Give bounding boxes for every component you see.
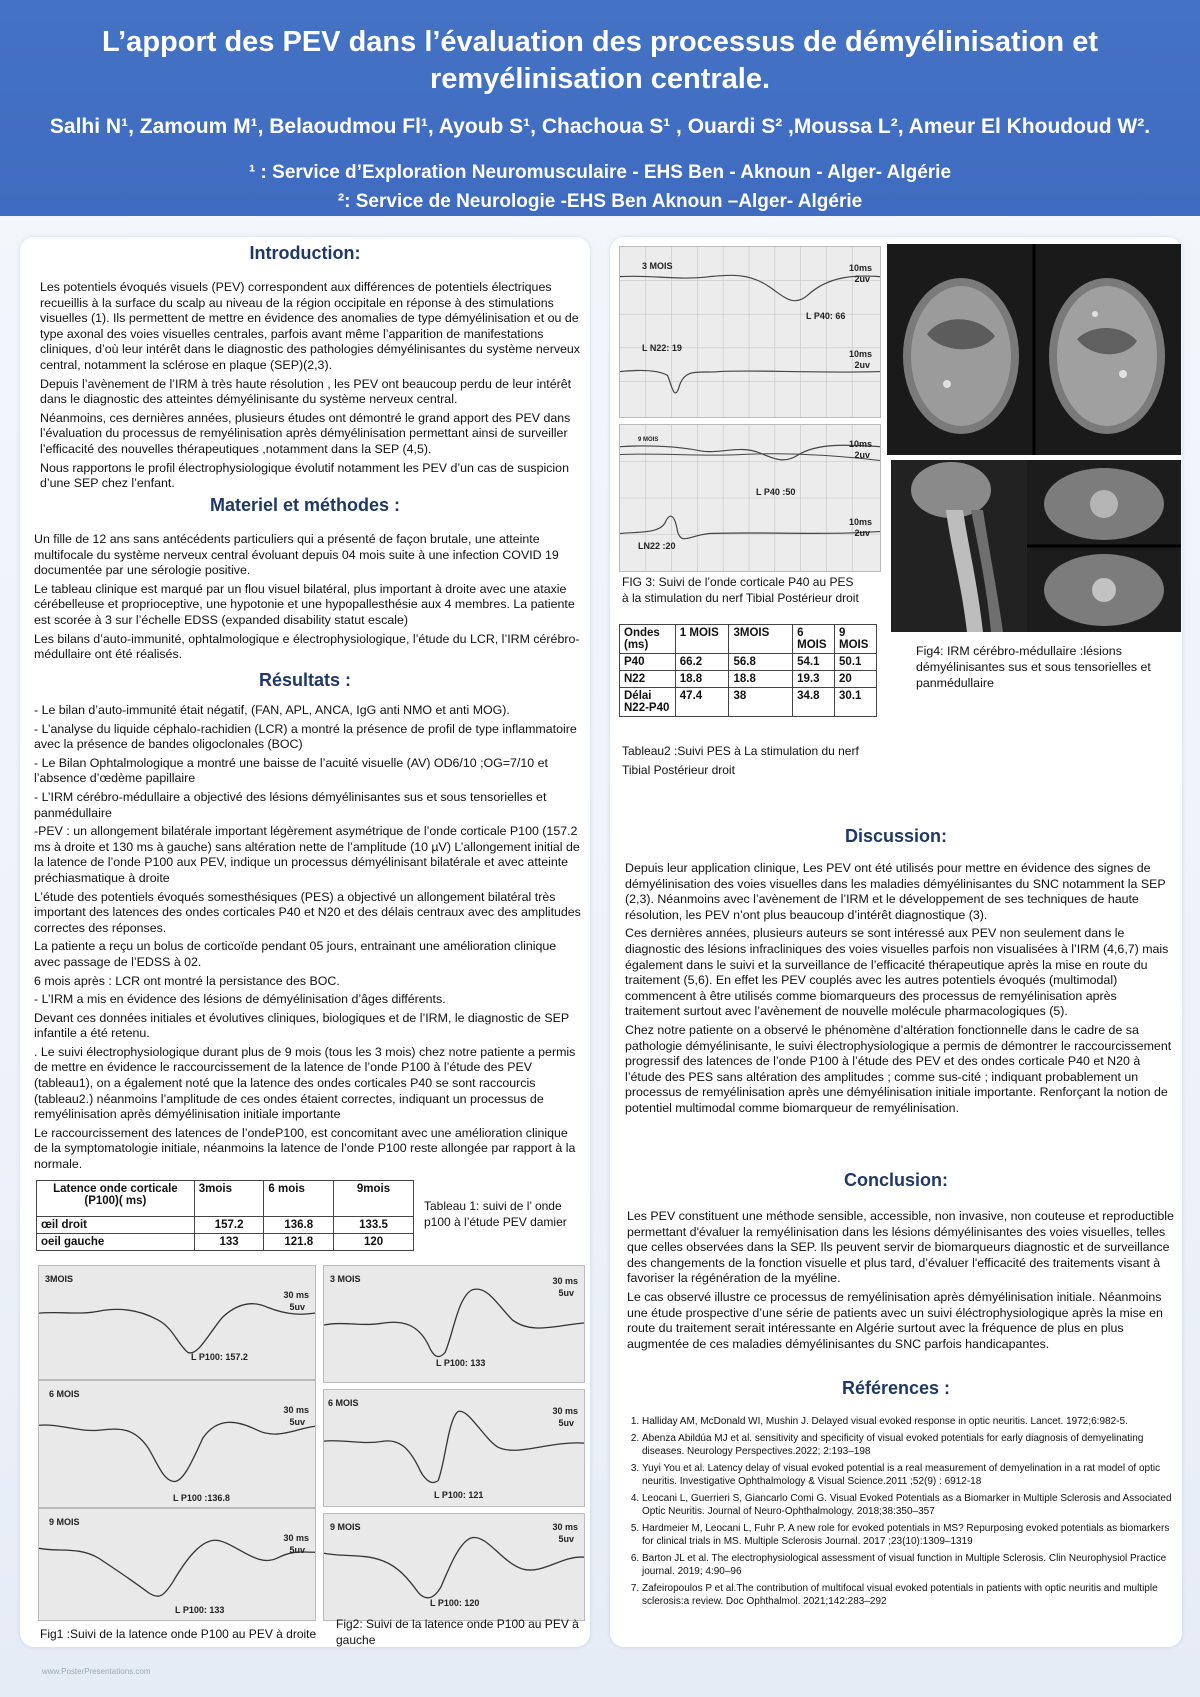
introduction-heading: Introduction: <box>249 243 361 263</box>
trace-month-label: 9 MOIS <box>638 437 659 443</box>
discussion-paragraph: Chez notre patiente on a observé le phénomène d’altération fonctionnelle dans le cadre de sa pathologie démyélinisante, le suivi électrophysiologique a permis de démontrer le raccourcissement progressif des latences de l’onde P100 à l’étude des PEV et des ondes corticale P40 et N20 à l’étude des PES sans altération des amplitudes ; comme sus-cité ; indiquant probablement un processus de remyélinisation après une démyélinisation initiale importante. Renforçant la notion de potentiel multimodal comme biomarqueur de remyélinisation. <box>625 1022 1172 1115</box>
trace-peak-label: L N22: 19 <box>642 343 682 353</box>
fig2-caption: Fig2: Suivi de la latence onde P100 au PEV à gauche <box>336 1617 579 1647</box>
methods-paragraph: Un fille de 12 ans sans antécédents particuliers qui a présenté de façon brutale, une atteinte multifocale du système nerveux central évoluant depuis 04 mois suite à une infection COVID 19 documentée par une sérologie positive. <box>34 532 559 578</box>
results-paragraph: - Le Bilan Ophtalmologique a montré une baisse de l’acuité visuelle (AV) OD6/10 ;OG=7/10 et l’absence d’œdème papillaire <box>34 755 548 786</box>
reference-item: 2. Abenza Abildúa MJ et al. sensitivity and specificity of visual evoked potentials for early diagnosis of demyelinating diseases. Neurology Perspectives.2022; 2:193–198 <box>642 1432 1173 1459</box>
table-cell: 133.5 <box>334 1217 414 1234</box>
trace-scale-label: 2uv <box>854 450 870 460</box>
trace-scale-label: 5uv <box>289 1545 305 1555</box>
table-header-row <box>37 1181 414 1217</box>
table-header-cell: 3mois <box>194 1181 264 1217</box>
references-heading: Références : <box>841 1378 951 1398</box>
trace-scale-label: 2uv <box>854 360 870 370</box>
table-cell: œil droit <box>37 1217 195 1234</box>
trace-peak-label: L P40: 66 <box>806 311 846 321</box>
table-header-cell: Ondes (ms) <box>620 625 676 654</box>
conclusion-text <box>627 1209 1175 1355</box>
fig1-trace-panel <box>38 1380 316 1508</box>
table-row <box>620 688 877 717</box>
fig3-caption-line: FIG 3: Suivi de l’onde corticale P40 au PES <box>622 575 854 589</box>
intro-paragraph: Nous rapportons le profil électrophysiologique évolutif notamment les PEV d’un cas de suspicion d’une SEP chez l’enfant. <box>40 460 569 491</box>
reference-item: 3. Yuyi You et al. Latency delay of visual evoked potential is a real measurement of demyelination in a rat model of optic neuritis. Investigative Ophthalmology & Visual Science.2011 ;52(9) : 6912-18 <box>642 1462 1173 1489</box>
trace-peak-label: LN22 :20 <box>638 541 676 551</box>
trace-month-label: 6 MOIS <box>328 1398 359 1408</box>
intro-paragraph: Néanmoins, ces dernières années, plusieurs études ont démontré le grand apport des PEV dans l’évaluation du processus de remyélinisation après démyélinisation permettant ainsi de surveiller l’efficacité des nouvelles thérapeutiques ,notamment dans la SEP (4,5). <box>40 410 571 456</box>
trace-peak-label: L P100: 121 <box>434 1490 484 1500</box>
table-2 <box>619 624 877 717</box>
trace-scale-label: 10ms <box>848 517 872 527</box>
trace-scale-label: 2uv <box>854 528 870 538</box>
fig2-trace-panel <box>323 1265 585 1383</box>
results-paragraph: . Le suivi électrophysiologique durant plus de 9 mois (tous les 3 mois) chez notre patiente a permis de mettre en évidence le raccourcissement de la latence de l’onde P100 à l’étude des PEV (tableau1), on a également noté que la latence des ondes corticales P40 se sont raccourcis (tableau2.) néanmoins l’amplitude de ces ondes étaient correctes, indiquant un processus de remyélinisation après démyélinisation initiale importante <box>34 1044 576 1122</box>
table-cell: 133 <box>194 1234 264 1251</box>
results-text <box>34 703 584 1176</box>
methods-paragraph: Le tableau clinique est marqué par un flou visuel bilatéral, plus important à droite avec une ataxie cérébelleuse et proprioceptive, une hypotonie et une hypopallesthésie aux 4 membres. La patiente est scorée à 3 sur l’échelle EDSS (expanded disability statut escale) <box>34 581 575 627</box>
table-cell: 47.4 <box>675 688 729 717</box>
evp-waveform <box>324 1390 584 1506</box>
trace-peak-label: L P100: 133 <box>175 1605 225 1615</box>
affiliation-2: ²: Service de Neurologie -EHS Ben Aknoun –Alger- Algérie <box>337 191 863 212</box>
fig1-trace-panel <box>38 1265 316 1380</box>
evp-waveform <box>39 1381 315 1507</box>
trace-scale-label: 5uv <box>289 1417 305 1427</box>
fig1-trace-panel <box>38 1508 316 1621</box>
trace-scale-label: 30 ms <box>552 1406 578 1416</box>
table-cell: 34.8 <box>793 688 835 717</box>
results-paragraph: - L’IRM cérébro-médullaire a objectivé des lésions démyélinisantes sus et sous tensorielles et panmédullaire <box>34 789 547 820</box>
trace-month-label: 9 MOIS <box>330 1522 361 1532</box>
table-1-caption: Tableau 1: suivi de l’ onde p100 à l’étude PEV damier <box>424 1199 567 1229</box>
results-paragraph: L’étude des potentiels évoqués somesthésiques (PES) a objectivé un allongement bilatéral très important des latences des ondes corticales P40 et N20 et des délais centraux avec des amplitudes correctes des réponses. <box>34 889 581 935</box>
table-cell: 38 <box>729 688 793 717</box>
trace-scale-label: 5uv <box>558 1418 574 1428</box>
spine-mri-image <box>891 460 1027 632</box>
table-row <box>37 1234 414 1251</box>
poster-title: L’apport des PEV dans l’évaluation des processus de démyélinisation et remyélinisation centrale. <box>102 26 1098 95</box>
table-2-caption <box>622 742 892 780</box>
brainstem-mri-image <box>1027 460 1181 632</box>
table-cell: 18.8 <box>729 671 793 688</box>
evp-waveform <box>39 1266 315 1379</box>
table-row <box>620 671 877 688</box>
fig1-caption: Fig1 :Suivi de la latence onde P100 au PEV à droite <box>40 1627 317 1641</box>
table-2-caption-line: Tableau2 :Suivi PES à La stimulation du nerf <box>622 744 859 758</box>
table-row <box>620 654 877 671</box>
results-paragraph: 6 mois après : LCR ont montré la persistance des BOC. <box>34 973 340 988</box>
table-cell: 121.8 <box>264 1234 334 1251</box>
sep-waveform <box>620 247 880 417</box>
table-cell: 18.8 <box>675 671 729 688</box>
methods-paragraph: Les bilans d’auto-immunité, ophtalmologique e électrophysiologique, l’étude du LCR, l’IRM cérébro-médullaire ont été réalisés. <box>34 631 580 662</box>
trace-scale-label: 5uv <box>289 1302 305 1312</box>
table-cell: 56.8 <box>729 654 793 671</box>
results-paragraph: - Le bilan d’auto-immunité était négatif, (FAN, APL, ANCA, IgG anti NMO et anti MOG). <box>34 703 510 717</box>
results-paragraph: Le raccourcissement des latences de l’ondeP100, est concomitant avec une amélioration clinique de la symptomatologie initiale, néanmoins la latence de l’onde P100 reste allongée par rapport à la normale. <box>34 1125 576 1172</box>
trace-month-label: 3 MOIS <box>330 1274 361 1284</box>
methods-heading: Materiel et méthodes : <box>209 495 401 515</box>
intro-paragraph: Depuis l’avènement de l’IRM à très haute résolution , les PEV ont beaucoup perdu de leur intérêt dans le diagnostic des atteintes démyélinisante du système nerveux central. <box>40 376 572 407</box>
table-cell: N22 <box>620 671 676 688</box>
trace-scale-label: 30 ms <box>283 1290 309 1300</box>
trace-scale-label: 30 ms <box>283 1533 309 1543</box>
reference-item: 4. Leocani L, Guerrieri S, Giancarlo Comi G. Visual Evoked Potentials as a Biomarker in Multiple Sclerosis and Associated Optic Neuritis. Journal of Neuro-Ophthalmology. 2018;38:350–357 <box>642 1492 1173 1519</box>
discussion-text <box>625 861 1175 1120</box>
reference-item: 6. Barton JL et al. The electrophysiological assessment of visual function in Multiple Sclerosis. Clin Neurophysiol Practice journal. 2019; 4:90–96 <box>642 1552 1173 1579</box>
trace-peak-label: L P40 :50 <box>756 487 796 497</box>
table-cell: 30.1 <box>835 688 877 717</box>
trace-scale-label: 10ms <box>848 263 872 273</box>
fig3-caption <box>622 574 892 606</box>
conclusion-heading: Conclusion: <box>844 1170 948 1190</box>
reference-item: 1. Halliday AM, McDonald WI, Mushin J. Delayed visual evoked response in optic neuritis. Lancet. 1972;6:982-5. <box>642 1415 1173 1429</box>
evp-waveform <box>39 1509 315 1620</box>
table-header-cell: 3MOIS <box>729 625 793 654</box>
trace-peak-label: L P100: 133 <box>436 1358 486 1368</box>
table-cell: P40 <box>620 654 676 671</box>
trace-scale-label: 10ms <box>848 439 872 449</box>
authors-line: Salhi N¹, Zamoum M¹, Belaoudmou Fl¹, Ayoub S¹, Chachoua S¹ , Ouardi S² ,Moussa L², Ameur El Khoudoud W². <box>49 115 1151 138</box>
discussion-paragraph: Ces dernières années, plusieurs auteurs se sont intéressé aux PEV non seulement dans le diagnostic des lésions infracliniques des voies visuelles parfois non visualisées à l’IRM (4,6,7) mais également dans le suivi et la surveillance de l’efficacité thérapeutique après la mise en route du traitement (5,6). En effet les PEV couplés avec les autres potentiels évoqués (multimodal) commencent à être utilisés comme biomarqueurs des processus de remyélinisation après traitement surtout avec l’avènement de nouvelle molécule pharmacologiques (5). <box>625 926 1169 1019</box>
fig3-trace-panel <box>619 424 881 572</box>
table-cell: 157.2 <box>194 1217 264 1234</box>
trace-month-label: 9 MOIS <box>49 1517 80 1527</box>
table-cell: 136.8 <box>264 1217 334 1234</box>
table-row <box>37 1217 414 1234</box>
results-paragraph: - L’analyse du liquide céphalo-rachidien (LCR) a montré la présence de profil de type inflammatoire avec la présence de bandes oligoclonales (BOC) <box>34 721 577 752</box>
trace-month-label: 3 MOIS <box>642 261 673 271</box>
brain-mri-image <box>887 244 1181 455</box>
table-header-cell: 9mois <box>334 1181 414 1217</box>
affiliation-1: ¹ : Service d’Exploration Neuromusculaire - EHS Ben - Aknoun - Alger- Algérie <box>248 162 952 183</box>
table-header-cell: 6 MOIS <box>793 625 835 654</box>
trace-scale-label: 10ms <box>848 349 872 359</box>
intro-paragraph: Les potentiels évoqués visuels (PEV) correspondent aux différences de potentiels électriques recueillis à la surface du scalp au niveau de la région occipitale en réponse à des stimulations visuelles (1). Ils permettent de mettre en évidence des anomalies de type démyélinisation et ou de type axonal des voies visuelles centrales, parfois avant même l’apparition de manifestations cliniques, d’où leur intérêt dans le diagnostic des pathologies démyélinisantes du système nerveux central, notamment la sclérose en plaque (SEP)(2,3). <box>40 280 580 372</box>
brain-mri-drawing <box>887 244 1181 455</box>
discussion-heading: Discussion: <box>844 826 948 846</box>
table-cell: Délai N22-P40 <box>620 688 676 717</box>
footer-watermark: www.PosterPresentations.com <box>42 1667 151 1676</box>
table-header-cell: 6 mois <box>264 1181 334 1217</box>
table-cell: 66.2 <box>675 654 729 671</box>
fig2-trace-panel <box>323 1513 585 1621</box>
trace-peak-label: L P100 :136.8 <box>173 1493 230 1503</box>
fig2-trace-panel <box>323 1389 585 1507</box>
table-header-cell: 9 MOIS <box>835 625 877 654</box>
trace-scale-label: 5uv <box>558 1288 574 1298</box>
table-cell: 50.1 <box>835 654 877 671</box>
table-cell: 19.3 <box>793 671 835 688</box>
trace-scale-label: 30 ms <box>283 1405 309 1415</box>
conclusion-paragraph: Le cas observé illustre ce processus de remyélinisation après démyélinisation initiale. Néanmoins une étude prospective d’une série de patients avec un suivi éléctrophysiologique après la mise en route du traitement serait intéressante en Algérie surtout avec la fréquence de plus en plus augmentée de ces maladies démyélinisantes du SNC parfois handicapantes. <box>627 1289 1163 1351</box>
table-cell: 54.1 <box>793 654 835 671</box>
results-paragraph: - L’IRM a mis en évidence des lésions de démyélinisation d’âges différents. <box>34 992 446 1007</box>
fig3-trace-panel <box>619 246 881 418</box>
brainstem-mri-drawing <box>1027 460 1181 632</box>
trace-scale-label: 30 ms <box>552 1522 578 1532</box>
fig3-caption-line: à la stimulation du nerf Tibial Postérieur droit <box>622 591 859 605</box>
references-list <box>628 1415 1173 1612</box>
table-cell: 120 <box>334 1234 414 1251</box>
results-heading: Résultats : <box>258 670 352 690</box>
table-header-row <box>620 625 877 654</box>
discussion-paragraph: Depuis leur application clinique, Les PEV ont été utilisés pour mettre en évidence des signes de démyélinisation des voies visuelles dans les maladies démyélinisantes du SNC notamment la SEP (2,3). Néanmoins avec l’avènement de l’IRM et le développement de ses techniques de haute résolution, les PEV n’ont plus beaucoup d’intérêt diagnostique (3). <box>625 861 1166 922</box>
table-2-caption-line: Tibial Postérieur droit <box>622 763 735 777</box>
trace-month-label: 3MOIS <box>45 1274 74 1284</box>
table-1 <box>36 1180 414 1251</box>
reference-item: 7. Zafeiropoulos P et al.The contribution of multifocal visual evoked potentials in patients with optic neuritis and multiple sclerosis:a review. Doc Ophthalmol. 2021;142:283–292 <box>642 1582 1173 1609</box>
table-header-cell: 1 MOIS <box>675 625 729 654</box>
poster-header <box>0 0 1200 216</box>
trace-scale-label: 5uv <box>558 1534 574 1544</box>
spine-mri-drawing <box>891 460 1027 632</box>
trace-peak-label: L P100: 120 <box>430 1598 480 1608</box>
trace-scale-label: 2uv <box>854 274 870 284</box>
introduction-text <box>40 280 585 495</box>
trace-peak-label: L P100: 157.2 <box>191 1352 248 1362</box>
results-paragraph: La patiente a reçu un bolus de corticoïde pendant 05 jours, entrainant une amélioration clinique avec passage de l’EDSS à 02. <box>34 939 557 969</box>
table-cell: 20 <box>835 671 877 688</box>
trace-scale-label: 30 ms <box>552 1276 578 1286</box>
conclusion-paragraph: Les PEV constituent une méthode sensible, accessible, non invasive, non couteuse et reproductible permettant d'évaluer la remyélinisation dans les lésions démyélinisantes des voies visuelles, telles que celles observées dans la SEP. Ils peuvent servir de biomarqueurs diagnostic et de surveillance des changements de la fonction visuelle et plus tard, d’évaluer l'efficacité des traitements visant à favoriser la régénération de la myéline. <box>627 1209 1174 1286</box>
reference-item: 5. Hardmeier M, Leocani L, Fuhr P. A new role for evoked potentials in MS? Repurposing evoked potentials as biomarkers for clinical trials in MS. Multiple Sclerosis Journal. 2017 ;23(10):1309–1319 <box>642 1522 1173 1549</box>
results-paragraph: -PEV : un allongement bilatérale important légèrement asymétrique de l’onde corticale P100 (157.2 ms à droite et 130 ms à gauche) sans altération nette de l’amplitude (10 µV) L’allongement initial de la latence de l’onde P100 aux PEV, indique un processus démyélinisant bilatérale et avec atteinte préchiasmatique à droite <box>34 824 580 885</box>
methods-text <box>34 532 584 666</box>
table-cell: oeil gauche <box>37 1234 195 1251</box>
table-header-cell: Latence onde corticale (P100)( ms) <box>37 1181 195 1217</box>
results-paragraph: Devant ces données initiales et évolutives cliniques, biologiques et de l’IRM, le diagnostic de SEP infantile a été retenu. <box>34 1010 569 1041</box>
fig4-caption: Fig4: IRM cérébro-médullaire :lésions démyélinisantes sus et sous tensorielles et panmédullaire <box>916 644 1151 690</box>
trace-month-label: 6 MOIS <box>49 1389 80 1399</box>
